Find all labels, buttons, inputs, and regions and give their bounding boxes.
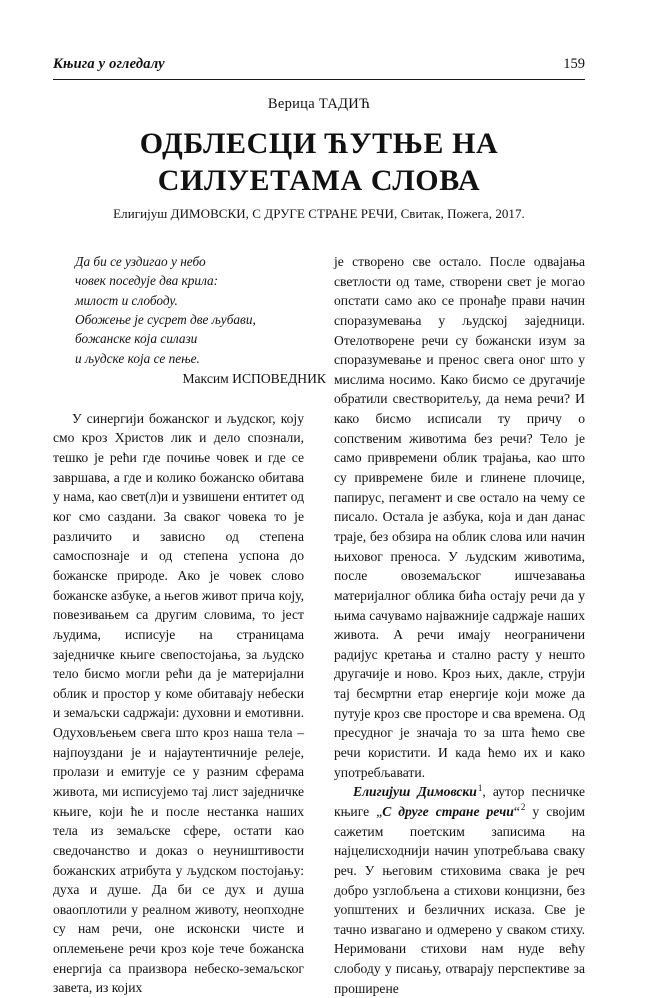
column-right [334, 252, 586, 996]
epigraph-line: и људске која се пење. [75, 350, 200, 366]
title-line-2: СИЛУЕТАМА СЛОВА [157, 163, 481, 197]
epigraph-line: милост и слободу. [75, 292, 178, 308]
author-name: Елигијуш Димовски [353, 784, 477, 800]
body-paragraph: У синергији божанског и људског, коју смо кроз Христов лик и дело спознали, тешко је рећи где почиње човек и где се завршава, а где и колико божанско обитава у нама, као свет(л)и и узвишени ентитет од ког смо саздани. За сваког човека то је различито и зависно од степена самоспознаје и од степена успона до божанске природе. Ако је човек слово божанске азбуке, а његов живот прича коју, повезивањем са другим словима, то јест људима, исписује на страницама заједничке књиге свепостојања, за људско тело бисмо могли рећи да је материјални облик и простор у коме обитавају небески и земаљски садржаји: духовни и емотивни. Одуховљењем свега што кроз наша тела – најпоуздани је и најаутентичније релеје, пролази и емитује се у разним сферама живота, ми исписујемо тај лист заједничке књиге, који ће и после нестанка наших тела из земаљске сфере, остати као сведочанство и доказ о неуништивости божанских атрибута у људском постојању: духа и душе. Да би се дух и душа оваоплотили у реалном животу, неопходне су нам речи, оне исконски чисте и оплемењене речи кроз које тече божанска енергија са праизвора небеско-земаљског завета, из којих [53, 410, 304, 996]
running-head-title: Књига у огледалу [53, 56, 165, 72]
paragraph-text-rest: у својим сажетим поетским записима на најцелисходнији начин употребљава сваку реч. У његовим стиховима свака је реч добро узглобљена а стихови концизни, без уопштених и безличних исказа. Све је тачно извагано и одмерено у сваком стиху. Неримовани стихови нам нуде већу слободу у писању, отварају перспективе за проширене [334, 803, 586, 996]
epigraph-line: божанске која силази [75, 331, 198, 347]
epigraph-attribution: Максим ИСПОВЕДНИК [182, 371, 326, 387]
title-block [53, 96, 585, 223]
body-paragraph: је створено све остало. После одвајања светлости од таме, створени свет је могао опстати само ако се пронађе прави начин споразумевања у људској заједници. Отелотворене речи су божански изум за споразумевање и пренос свега оног што у мислима носимо. Како бисмо се другачије обратили свестворитељу, да нема речи? И како бисмо исписали ту причу о сопственим животима без речи? Тело је само привремени облик трајања, као што су привремене биле и глинене плочице, папирус, пегамент и све остало на чему се писало. Остала је азбука, која и дан данас траје, без обзира на облик слова или начин њиховог преноса. У људским животима, после овоземаљског ишчезавања материјалног облика бића остају речи да у њима сачувамо најважније садржаје наших живота. А речи имају неограничени радијус кретања и стално расту у нешто другачије и ново. Кроз њих, дакле, струји тај бесмртни етар енергије који може да путује кроз све просторе и сва времена. Од пресудног је значаја то за шта ћемо све речи користити. И када ћемо их и како употребљавати. [334, 254, 585, 780]
quote-close: “ [513, 803, 520, 819]
epigraph-line: Да би се уздигао у небо [75, 254, 206, 269]
epigraph [75, 252, 326, 389]
body-paragraph-author [334, 782, 585, 998]
header-rule [53, 79, 585, 80]
epigraph-line: Обожење је сусрет две љубави, [75, 312, 256, 328]
footnote-marker-2[interactable]: 2 [520, 802, 526, 813]
book-title: С друге стране речи [382, 803, 514, 819]
title-line-1: ОДБЛЕСЦИ ЋУТЊЕ НА [139, 127, 499, 160]
paragraph-text-mid: , аутор песничке књиге „ [334, 784, 585, 819]
epigraph-line: човек поседује два крила: [75, 273, 219, 289]
page-title [53, 126, 585, 199]
page-number: 159 [563, 56, 585, 72]
title-subtitle: Елигијуш ДИМОВСКИ, С ДРУГЕ СТРАНЕ РЕЧИ, Свитак, Пожега, 2017. [113, 206, 525, 222]
body-columns [53, 252, 586, 996]
running-head [53, 56, 585, 73]
column-left [53, 252, 326, 996]
author-byline: Верица ТАДИЋ [267, 96, 371, 112]
footnote-marker-1[interactable]: 1 [477, 782, 483, 793]
